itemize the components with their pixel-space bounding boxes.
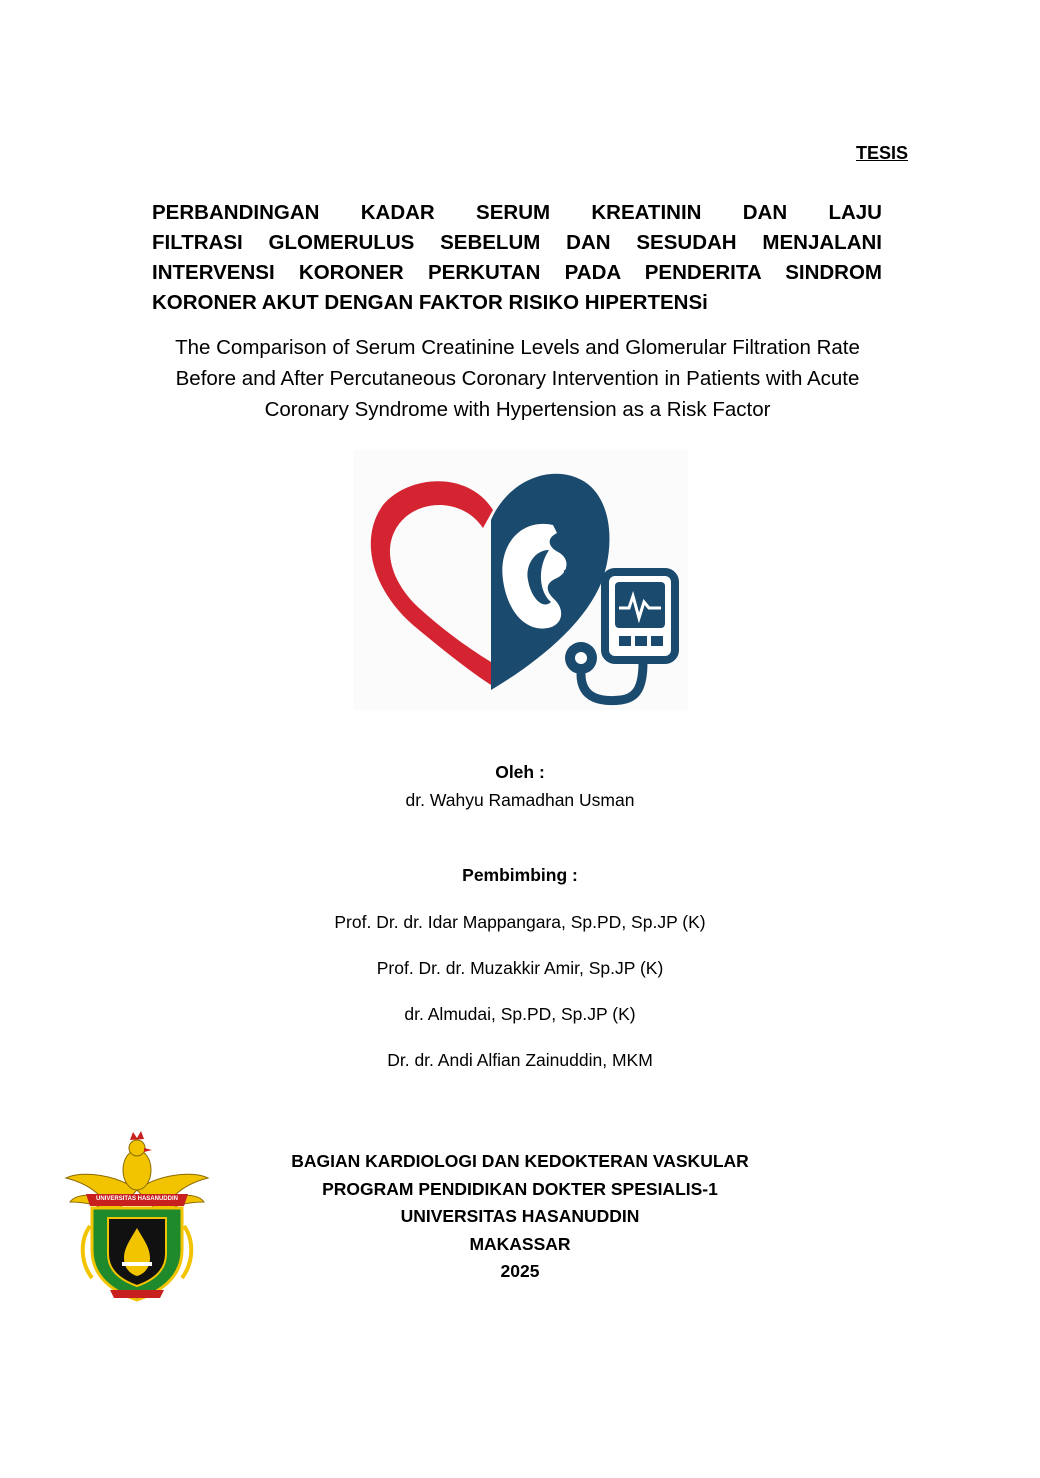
university-seal [62,1130,212,1302]
institution-line: BAGIAN KARDIOLOGI DAN KEDOKTERAN VASKULAR [291,1151,749,1171]
title-en-line: Coronary Syndrome with Hypertension as a Risk Factor [264,398,771,421]
title-en-line: Before and After Percutaneous Coronary Intervention in Patients with Acute [175,367,860,390]
author-name: dr. Wahyu Ramadhan Usman [405,790,635,810]
institution-line: 2025 [500,1261,540,1281]
author-label: Oleh : [495,762,545,782]
title-id-line: INTERVENSI KORONER PERKUTAN PADA PENDERITA SINDROM [152,261,882,284]
seal-ribbon-text: UNIVERSITAS HASANUDDIN [96,1196,178,1202]
cover-illustration [353,450,688,710]
thesis-title-indonesian [152,198,882,318]
institution-line: MAKASSAR [469,1233,571,1254]
document-label: TESIS [855,143,908,163]
supervisors-label: Pembimbing : [462,865,578,885]
thesis-title-english [100,332,935,425]
institution-line: UNIVERSITAS HASANUDDIN [400,1206,640,1226]
supervisor-name: Prof. Dr. dr. Idar Mappangara, Sp.PD, Sp.JP (K) [334,912,706,932]
supervisor-name: Dr. dr. Andi Alfian Zainuddin, MKM [387,1050,653,1070]
institution-block [230,1148,810,1286]
supervisor-name: dr. Almudai, Sp.PD, Sp.JP (K) [404,1004,636,1024]
title-id-line: PERBANDINGAN KADAR SERUM KREATININ DAN LAJU [152,201,882,224]
title-en-line: The Comparison of Serum Creatinine Levels and Glomerular Filtration Rate [175,336,860,359]
title-id-line: FILTRASI GLOMERULUS SEBELUM DAN SESUDAH MENJALANI [152,231,882,254]
title-id-line: KORONER AKUT DENGAN FAKTOR RISIKO HIPERTENSi [152,291,708,314]
blood-pressure-monitor-icon [605,572,675,660]
supervisor-name: Prof. Dr. dr. Muzakkir Amir, Sp.JP (K) [376,958,664,978]
institution-line: PROGRAM PENDIDIKAN DOKTER SPESIALIS-1 [322,1178,718,1199]
heart-icon [371,481,493,685]
